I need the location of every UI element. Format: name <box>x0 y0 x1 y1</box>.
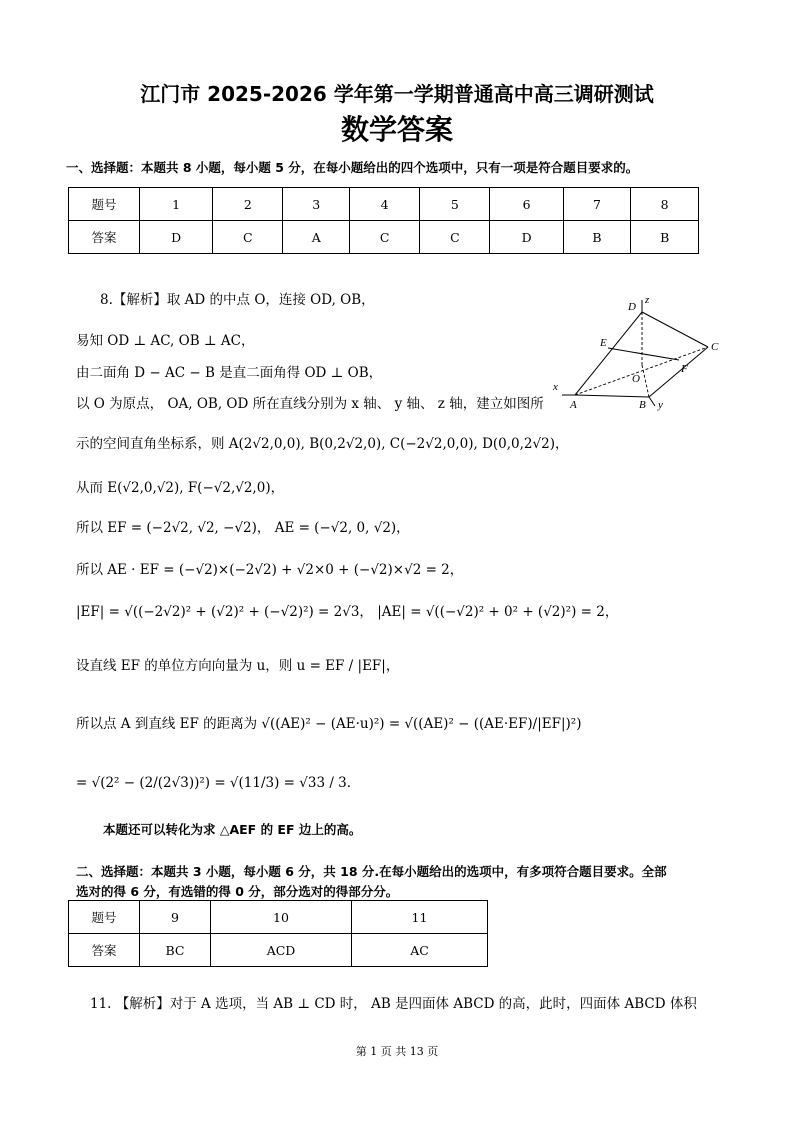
q8-line-5: 示的空间直角坐标系，则 A(2√2,0,0), B(0,2√2,0), C(−2√2,0,0), D(0,0,2√2)， <box>76 436 569 452</box>
q11-line: 11. 【解析】对于 A 选项，当 AB ⊥ CD 时， AB 是四面体 ABCD 的高，此时，四面体 ABCD 体积 <box>90 996 697 1012</box>
label-O: O <box>632 373 640 385</box>
table-cell: B <box>563 221 631 254</box>
q8-line-11: 所以点 A 到直线 EF 的距离为 √((AE)² − (AE·u)²) = √((AE)² − ((AE·EF)/|EF|)²) <box>76 716 582 732</box>
row-label-a: 答案 <box>69 934 140 967</box>
table-row-answers <box>69 221 699 254</box>
q8-line-8: 所以 AE · EF = (−√2)×(−2√2) + √2×0 + (−√2)×√2 = 2， <box>76 562 464 578</box>
q8-line-7-prefix: 所以 <box>76 520 103 536</box>
label-A: A <box>570 399 577 411</box>
document-title: 江门市 2025-2026 学年第一学期普通高中高三调研测试 <box>140 82 654 106</box>
tetrahedron-figure <box>548 290 728 415</box>
label-E: E <box>600 337 607 349</box>
edge-AB <box>575 395 649 397</box>
row-label-q: 题号 <box>69 901 140 934</box>
label-z: z <box>645 294 650 306</box>
table-cell: 10 <box>211 901 352 934</box>
table-cell: BC <box>140 934 211 967</box>
label-F: F <box>681 363 688 375</box>
q8-line-4: 以 O 为原点， OA, OB, OD 所在直线分别为 x 轴、 y 轴、 z 轴，建立如图所 <box>76 396 544 412</box>
table-row-questions <box>69 901 488 934</box>
edge-BC <box>649 347 708 397</box>
q8-line-2: 易知 OD ⊥ AC, OB ⊥ AC， <box>76 333 255 349</box>
table-cell: D <box>490 221 563 254</box>
table-cell: ACD <box>211 934 352 967</box>
q8-line-7 <box>76 516 410 536</box>
document-subtitle: 数学答案 <box>340 113 453 146</box>
q8-note: 本题还可以转化为求 △AEF 的 EF 边上的高。 <box>103 822 362 837</box>
label-y: y <box>658 399 663 411</box>
table-cell: B <box>631 221 699 254</box>
label-C: C <box>711 341 719 353</box>
dashed-OB <box>642 365 649 397</box>
table-cell: 8 <box>631 188 699 221</box>
section2-heading-line-2: 选对的得 6 分，有选错的得 0 分，部分选对的得部分分。 <box>76 884 399 899</box>
row-label-a: 答案 <box>69 221 140 254</box>
section2-heading-line-1: 二、选择题：本题共 3 小题，每小题 6 分，共 18 分.在每小题给出的选项中，有多项符合题目要求。全部 <box>76 864 667 879</box>
table-row-answers <box>69 934 488 967</box>
edge-DC <box>642 312 708 347</box>
q8-line-3: 由二面角 D − AC − B 是直二面角得 OD ⊥ OB， <box>76 365 383 381</box>
table-cell: AC <box>352 934 488 967</box>
table-cell: 9 <box>140 901 211 934</box>
table-cell: 2 <box>213 188 283 221</box>
segment-EF <box>608 348 679 360</box>
table-cell: D <box>140 221 213 254</box>
table-cell: 5 <box>420 188 490 221</box>
q8-line-6: 从而 E(√2,0,√2), F(−√2,√2,0)， <box>76 480 285 496</box>
section1-heading: 一、选择题：本题共 8 小题，每小题 5 分，在每小题给出的四个选项中，只有一项是符合题目要求的。 <box>66 160 639 175</box>
answer-table-2 <box>68 900 488 967</box>
answer-table-1 <box>68 187 699 254</box>
q8-line-7-body: EF = (−2√2, √2, −√2)， AE = (−√2, 0, √2)， <box>107 520 410 536</box>
q8-line-12: = √(2² − (2/(2√3))²) = √(11/3) = √33 / 3. <box>76 775 352 791</box>
table-cell: 7 <box>563 188 631 221</box>
table-cell: 3 <box>283 188 350 221</box>
table-cell: 11 <box>352 901 488 934</box>
label-x: x <box>553 381 558 393</box>
row-label-q: 题号 <box>69 188 140 221</box>
table-cell: 4 <box>350 188 420 221</box>
q8-line-1: 8.【解析】取 AD 的中点 O，连接 OD, OB， <box>100 292 375 308</box>
y-axis-outer <box>649 397 655 406</box>
q8-line-10: 设直线 EF 的单位方向向量为 u，则 u = EF / |EF|， <box>76 658 400 674</box>
table-cell: C <box>420 221 490 254</box>
table-cell: 6 <box>490 188 563 221</box>
label-B: B <box>639 399 646 411</box>
table-cell: C <box>350 221 420 254</box>
table-row-questions <box>69 188 699 221</box>
page-number: 第 1 页 共 13 页 <box>355 1045 439 1058</box>
q8-line-9: |EF| = √((−2√2)² + (√2)² + (−√2)²) = 2√3， |AE| = √((−√2)² + 0² + (√2)²) = 2， <box>76 604 619 620</box>
table-cell: 1 <box>140 188 213 221</box>
label-D: D <box>628 301 636 313</box>
table-cell: A <box>283 221 350 254</box>
table-cell: C <box>213 221 283 254</box>
